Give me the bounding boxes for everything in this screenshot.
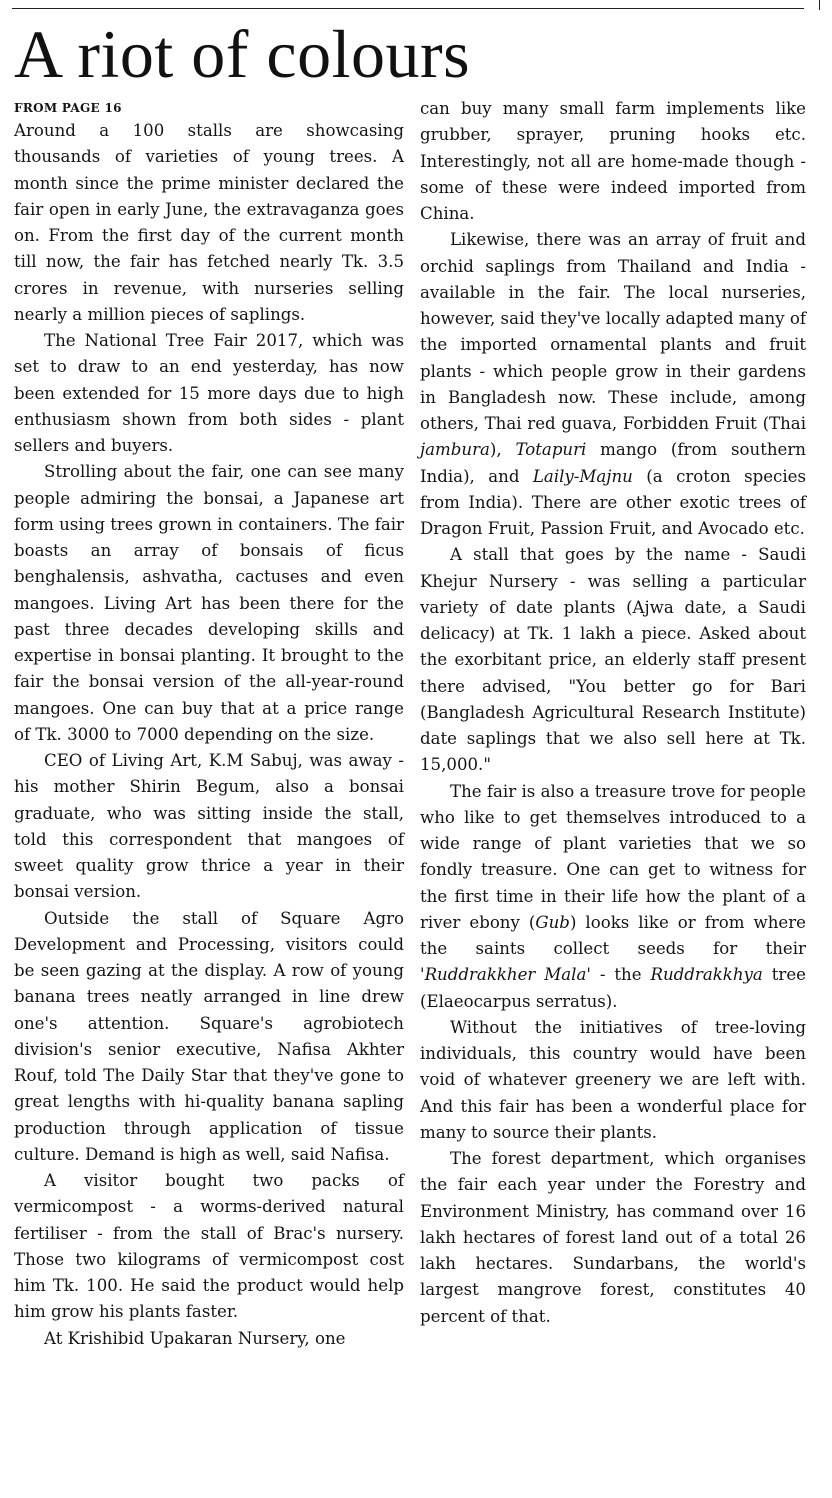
paragraph: Strolling about the fair, one can see many people admiring the bonsai, a Japanese art form using trees grown in containers. The fair boasts an array of bonsais of ficus benghalensis, ashvatha, cactuses and even mangoes. Living Art has been there for the past three decades developing skills and expertise in bonsai planting. It brought to the fair the bonsai version of the all-year-round mangoes. One can buy that at a price range of Tk. 3000 to 7000 depending on the size. bbox=[14, 462, 404, 744]
paragraph: At Krishibid Upakaran Nursery, one bbox=[44, 1328, 346, 1348]
right-rule bbox=[819, 0, 820, 10]
paragraph: CEO of Living Art, K.M Sabuj, was away - his mother Shirin Begum, also a bonsai graduate, who was sitting inside the stall, told this correspondent that mangoes of sweet quality grow thrice a year in their bonsai version. bbox=[14, 751, 404, 902]
paragraph: A stall that goes by the name - Saudi Khejur Nursery - was selling a particular variety of date plants (Ajwa date, a Saudi delicacy) at Tk. 1 lakh a piece. Asked about the exorbitant price, an elderly staff present there advised, "You better go for Bari (Bangladesh Agricultural Research Institute) date saplings that we also sell here at Tk. 15,000." bbox=[420, 545, 806, 775]
paragraph: Likewise, there was an array of fruit and orchid saplings from Thailand and India - available in the fair. The local nurseries, however, said they've locally adapted many of the imported ornamental plants and fruit plants - which people grow in their gardens in Bangladesh now. These include, among others, Thai red guava, Forbidden Fruit (Thai jambura), Totapuri mango (from southern India), and Laily-Majnu (a croton species from India). There are other exotic trees of Dragon Fruit, Passion Fruit, and Avocado etc. bbox=[420, 230, 807, 538]
paragraph: can buy many small farm implements like grubber, sprayer, pruning hooks etc. Interestingly, not all are home-made though - some of these were indeed imported from China. bbox=[420, 99, 806, 223]
kicker-from-page: FROM PAGE 16 bbox=[14, 101, 122, 115]
paragraph: Outside the stall of Square Agro Development and Processing, visitors could be seen gazing at the display. A row of young banana trees neatly arranged in line drew one's attention. Square's agrobiotech division's senior executive, Nafisa Akhter Rouf, told The Daily Star that they've gone to great lengths with hi-quality banana sapling production through application of tissue culture. Demand is high as well, said Nafisa. bbox=[14, 908, 404, 1164]
paragraph: The forest department, which organises the fair each year under the Forestry and Environment Ministry, has command over 16 lakh hectares of forest land out of a total 26 lakh hectares. Sundarbans, the world's largest mangrove forest, constitutes 40 percent of that. bbox=[420, 1149, 806, 1326]
top-rule bbox=[12, 8, 804, 9]
paragraph: Without the initiatives of tree-loving individuals, this country would have been void of whatever greenery we are left with. And this fair has been a wonderful place for many to source their plants. bbox=[420, 1017, 806, 1142]
paragraph: The National Tree Fair 2017, which was set to draw to an end yesterday, has now been extended for 15 more days due to high enthusiasm shown from both sides - plant sellers and buyers. bbox=[14, 331, 404, 455]
headline: A riot of colours bbox=[14, 16, 471, 92]
paragraph: The fair is also a treasure trove for people who like to get themselves introduced to a wide range of plant varieties that we so fondly treasure. One can get to witness for the first time in their life how the plant of a river ebony (Gub) looks like or from where the saints collect seeds for their 'Ruddrakkher Mala' - the Ruddrakkhya tree (Elaeocarpus serratus). bbox=[420, 781, 806, 1011]
left-column bbox=[14, 96, 404, 1352]
paragraph: Around a 100 stalls are showcasing thousands of varieties of young trees. A month since the prime minister declared the fair open in early June, the extravaganza goes on. From the first day of the current month till now, the fair has fetched nearly Tk. 3.5 crores in revenue, with nurseries selling nearly a million pieces of saplings. bbox=[14, 121, 404, 324]
paragraph: A visitor bought two packs of vermicompost - a worms-derived natural fertiliser - from the stall of Brac's nursery. Those two kilograms of vermicompost cost him Tk. 100. He said the product would help him grow his plants faster. bbox=[14, 1171, 404, 1322]
right-column bbox=[420, 96, 806, 1330]
